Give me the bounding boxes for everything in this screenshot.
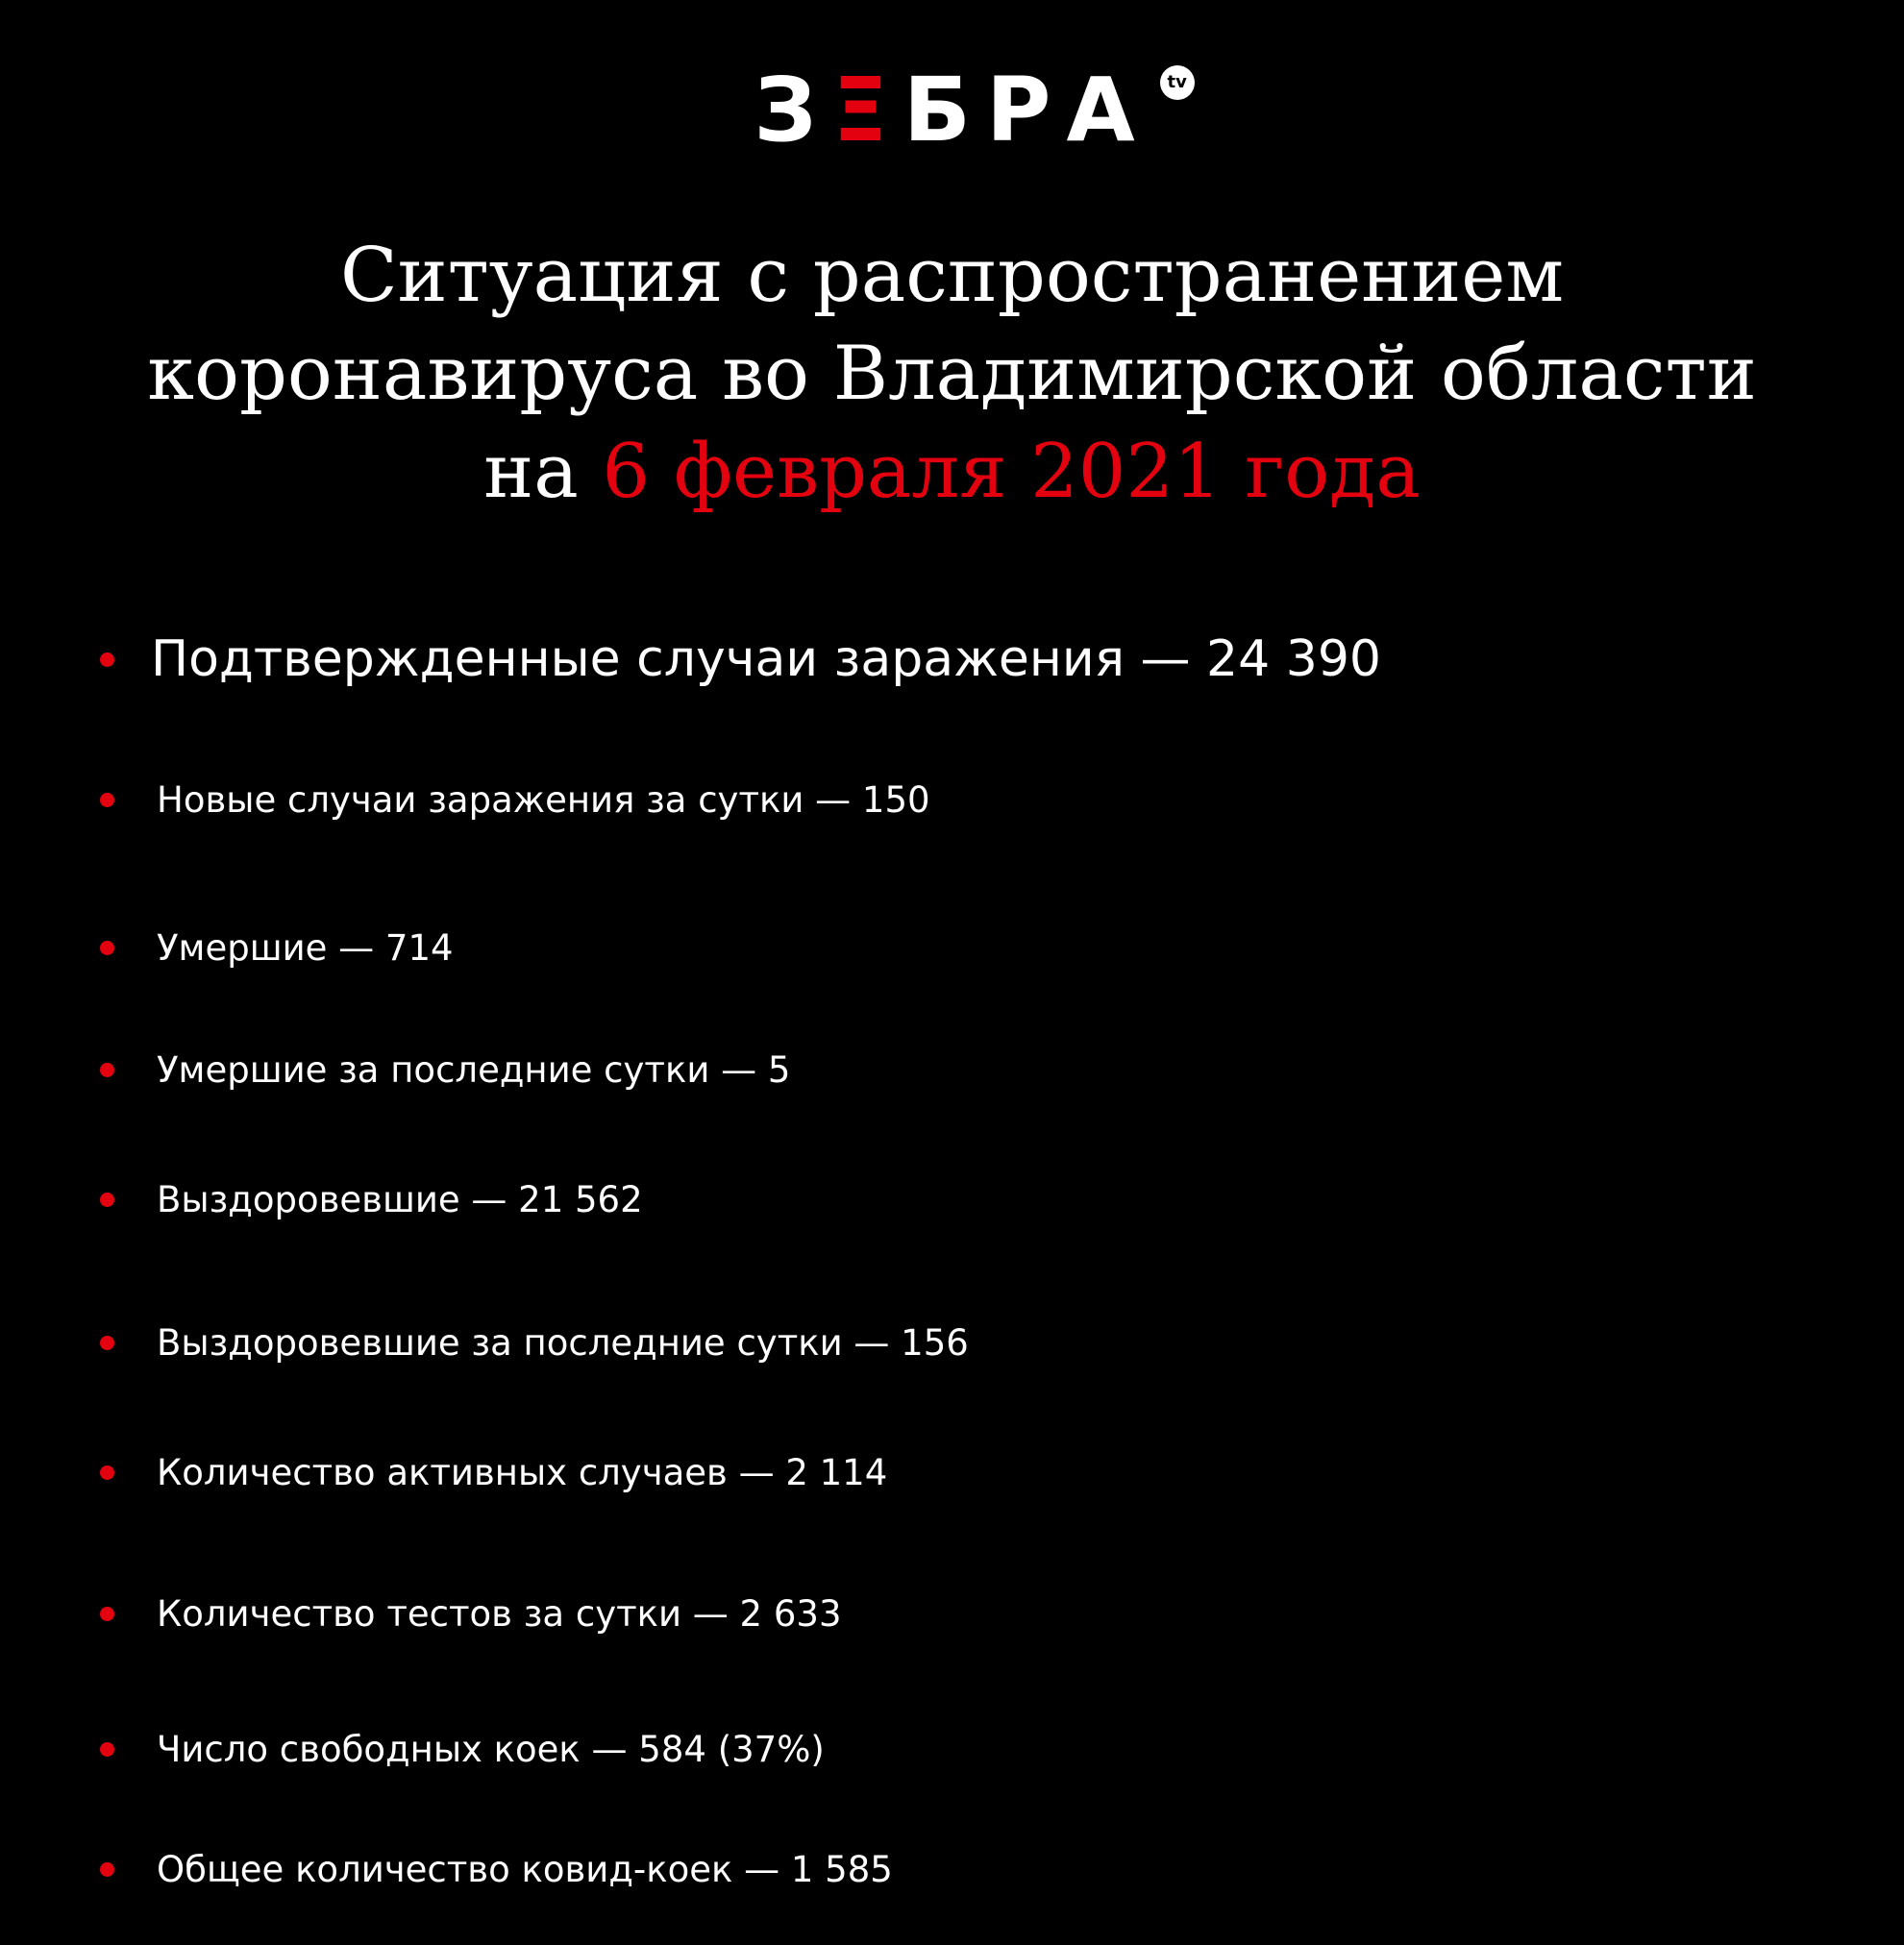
stat-recovered: [100, 1170, 643, 1228]
stat-text: Количество тестов за сутки — 2 633: [157, 1592, 842, 1635]
logo-letter-r: Р: [986, 59, 1067, 161]
stat-deaths: [100, 919, 454, 976]
brand-logo: [0, 58, 1904, 163]
stat-text: Умершие — 714: [157, 926, 454, 969]
stat-text: Подтвержденные случаи заражения — 24 390: [151, 630, 1381, 688]
bullet-icon: [100, 941, 114, 955]
title-date: 6 февраля 2021 года: [602, 429, 1421, 515]
brand-wordmark: [754, 58, 1187, 163]
title-line-1: Ситуация с распространением: [339, 233, 1565, 319]
bullet-icon: [100, 1862, 114, 1877]
stat-text: Выздоровевшие — 21 562: [157, 1178, 643, 1220]
bullet-icon: [100, 652, 114, 667]
logo-letter-z: З: [754, 59, 832, 161]
stat-new-cases: [100, 771, 930, 828]
bullet-icon: [100, 1336, 114, 1350]
logo-letter-a: А: [1066, 59, 1150, 161]
bullet-icon: [100, 1063, 114, 1077]
logo-letter-b: Б: [903, 59, 986, 161]
stat-tests-daily: [100, 1585, 842, 1642]
stat-text: Количество активных случаев — 2 114: [157, 1451, 888, 1493]
tv-badge-icon: tv: [1160, 65, 1195, 100]
bullet-icon: [100, 1193, 114, 1207]
stat-text: Выздоровевшие за последние сутки — 156: [157, 1321, 969, 1364]
stat-text: Умершие за последние сутки — 5: [157, 1048, 791, 1091]
stat-recovered-daily: [100, 1314, 969, 1371]
stat-free-beds: [100, 1720, 825, 1778]
stat-confirmed-cases: [100, 630, 1381, 688]
bullet-icon: [100, 1465, 114, 1480]
stat-deaths-daily: [100, 1041, 790, 1098]
logo-letter-e: Ξ: [831, 59, 903, 161]
stat-active-cases: [100, 1443, 887, 1501]
title-line-2: коронавируса во Владимирской области: [147, 331, 1757, 417]
bullet-icon: [100, 793, 114, 807]
title-line-3-prefix: на: [483, 429, 579, 515]
bullet-icon: [100, 1742, 114, 1757]
stat-text: Число свободных коек — 584 (37%): [157, 1728, 825, 1770]
stat-text: Общее количество ковид-коек — 1 585: [157, 1848, 893, 1890]
page-title: [0, 227, 1904, 521]
stat-total-covid-beds: [100, 1840, 893, 1898]
stat-text: Новые случаи заражения за сутки — 150: [157, 778, 930, 821]
bullet-icon: [100, 1607, 114, 1621]
